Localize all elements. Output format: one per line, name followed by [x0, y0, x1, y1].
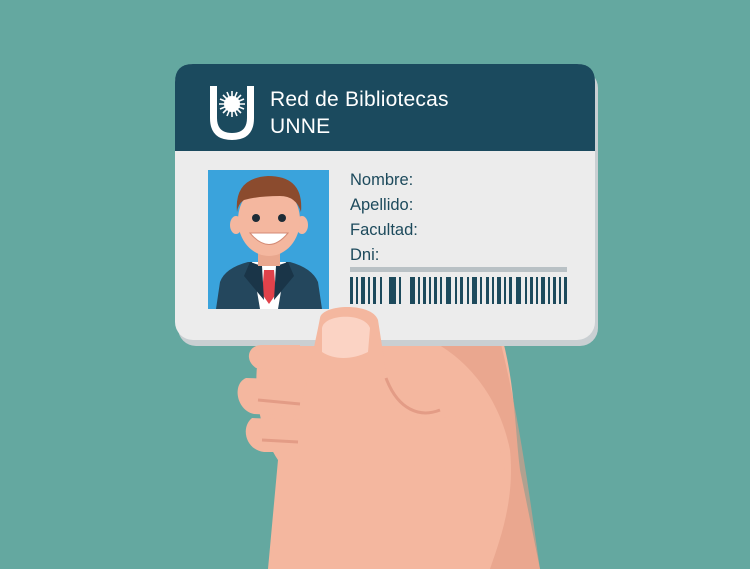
card-fields — [350, 168, 418, 268]
student-avatar — [208, 170, 329, 309]
card-title-line2: UNNE — [270, 115, 331, 138]
card-title-line1: Red de Bibliotecas — [270, 88, 449, 111]
field-facultad-label: Facultad: — [350, 221, 418, 239]
card-title — [270, 86, 449, 140]
field-nombre-label: Nombre: — [350, 171, 414, 189]
field-dni-label: Dni: — [350, 246, 380, 264]
field-apellido-label: Apellido: — [350, 196, 414, 214]
